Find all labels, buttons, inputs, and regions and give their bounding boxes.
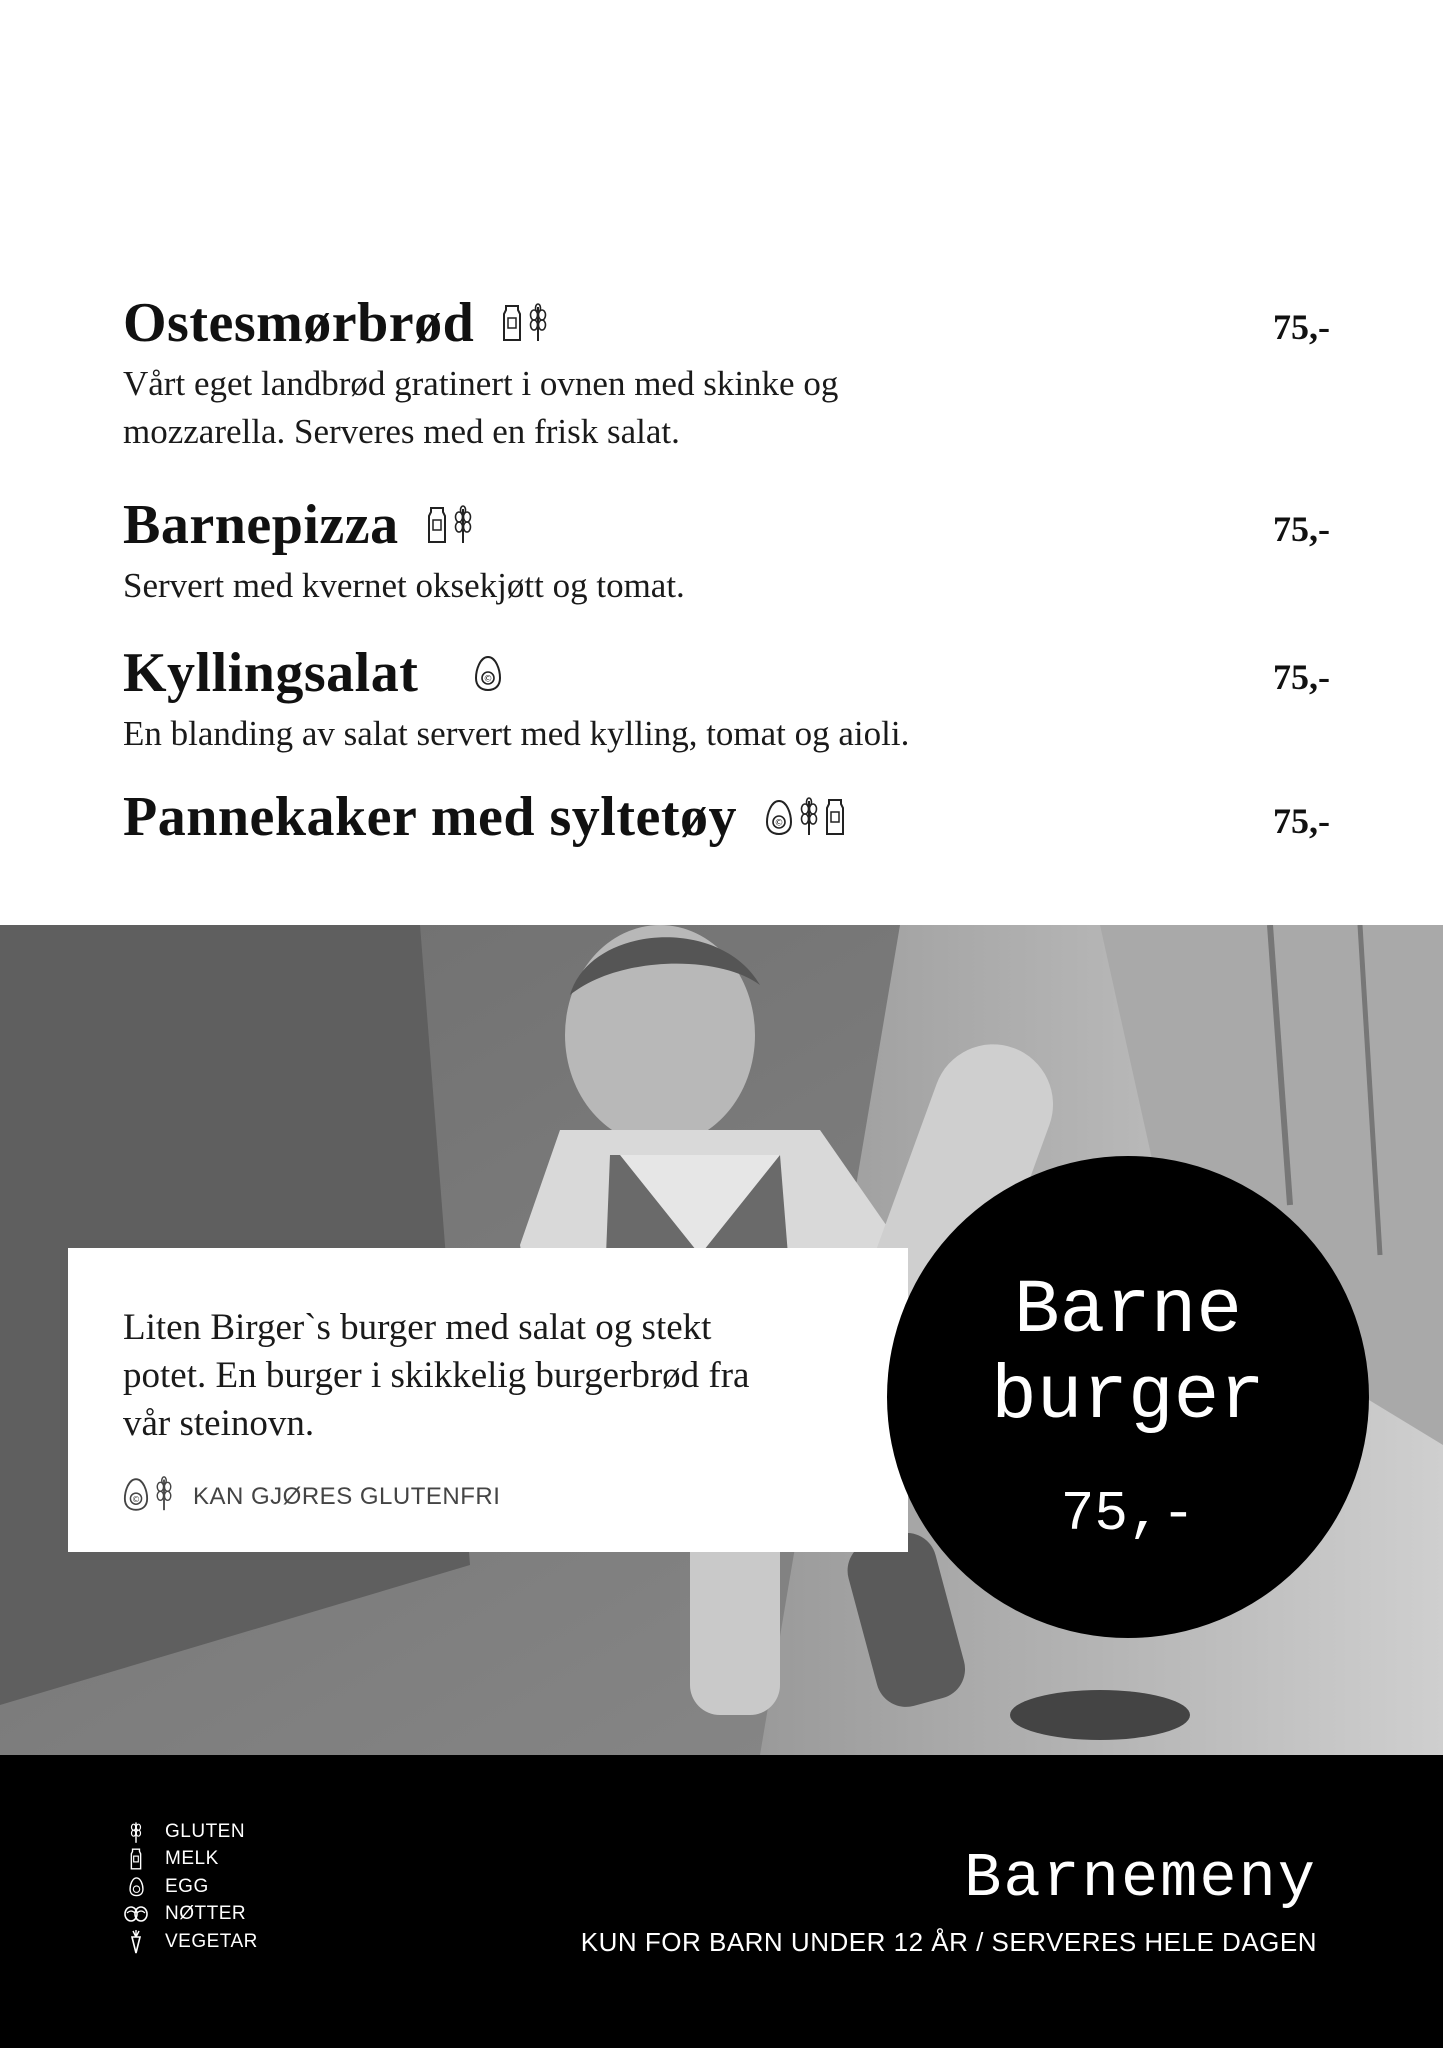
milk-icon [123, 1848, 149, 1870]
menu-item-name: Barnepizza [123, 494, 399, 556]
menu-item-description: Vårt eget landbrød gratinert i ovnen med skinke og mozzarella. Serveres med en frisk salat. [123, 364, 839, 451]
legend-item [123, 1901, 258, 1929]
badge-line-1: Barne [1013, 1268, 1243, 1354]
menu-item [123, 786, 1330, 848]
allergen-legend [123, 1818, 258, 1956]
nuts-icon [123, 1905, 149, 1923]
price-badge [887, 1156, 1369, 1638]
menu-item-description: Servert med kvernet oksekjøtt og tomat. [123, 566, 685, 605]
footer [0, 1755, 1443, 2048]
legend-item [123, 1846, 258, 1874]
menu-item-description: En blanding av salat servert med kylling, tomat og aioli. [123, 714, 910, 753]
menu-item [123, 292, 1330, 456]
legend-label: GLUTEN [165, 1820, 246, 1842]
legend-item [123, 1873, 258, 1901]
menu-item-name: Pannekaker med syltetøy [123, 786, 737, 848]
menu-title: Barnemeny [964, 1843, 1317, 1914]
menu-item [123, 494, 1330, 610]
menu-tagline: KUN FOR BARN UNDER 12 ÅR / SERVERES HELE DAGEN [580, 1927, 1317, 1957]
egg-icon [474, 654, 502, 692]
menu-list [123, 292, 1330, 848]
menu-item-name: Kyllingsalat [123, 642, 419, 704]
menu-item-price: 75,- [1273, 509, 1330, 549]
feature-note [123, 1476, 500, 1517]
gluten-icon [528, 303, 548, 343]
badge-price: 75,- [1060, 1482, 1196, 1546]
legend-item [123, 1818, 258, 1846]
legend-label: EGG [165, 1875, 209, 1897]
menu-item-price: 75,- [1273, 307, 1330, 347]
milk-icon [825, 798, 845, 836]
legend-label: VEGETAR [165, 1930, 258, 1952]
svg-text:©: © [131, 1493, 141, 1504]
menu-item-price: 75,- [1273, 657, 1330, 697]
gluten-icon [123, 1820, 149, 1844]
milk-icon [427, 506, 447, 544]
egg-icon [123, 1876, 149, 1897]
menu-item-price: 75,- [1273, 801, 1330, 841]
menu-item [123, 642, 1330, 758]
badge-line-2: burger [991, 1354, 1265, 1440]
gluten-icon [155, 1476, 173, 1517]
legend-label: MELK [165, 1848, 219, 1870]
feature-card [68, 1248, 908, 1552]
gluten-icon [799, 797, 819, 837]
menu-item-name: Ostesmørbrød [123, 292, 475, 354]
legend-label: NØTTER [165, 1903, 247, 1925]
gluten-icon [453, 505, 473, 545]
legend-item [123, 1928, 258, 1956]
svg-text:©: © [774, 818, 784, 829]
milk-icon [502, 304, 522, 342]
feature-note-text: KAN GJØRES GLUTENFRI [193, 1482, 501, 1510]
egg-icon [123, 1476, 149, 1517]
svg-text:©: © [483, 674, 493, 685]
egg-icon [765, 798, 793, 836]
feature-description: Liten Birger`s burger med salat og stekt potet. En burger i skikkelig burgerbrød fra vår steinovn. [123, 1307, 750, 1444]
vegetarian-icon [123, 1930, 149, 1954]
